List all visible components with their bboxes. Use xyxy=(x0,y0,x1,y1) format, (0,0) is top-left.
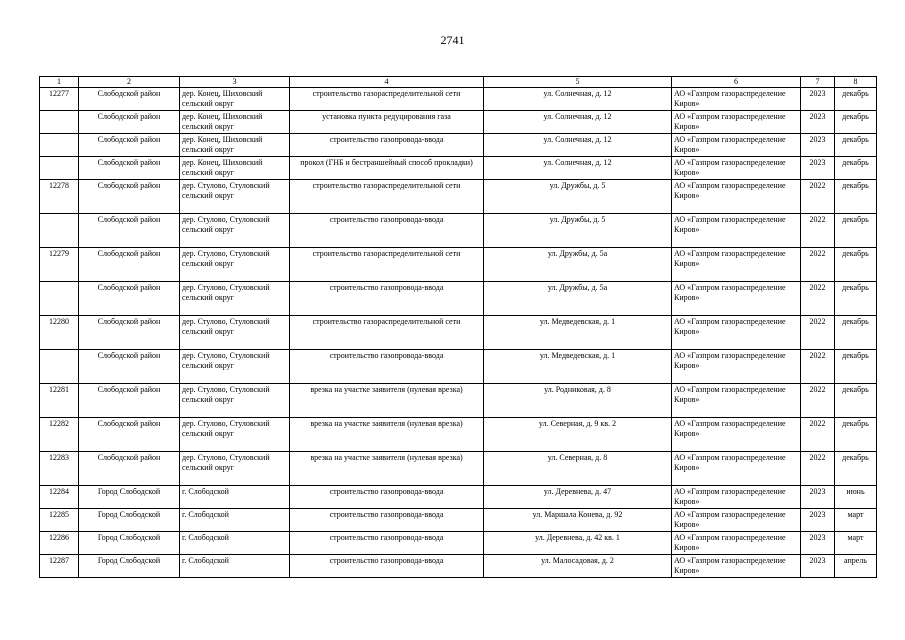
year-cell: 2023 xyxy=(801,111,835,134)
settlement-cell: дер. Конец, Шиховский сельский округ xyxy=(180,134,290,157)
organization-cell: АО «Газпром газораспределение Киров» xyxy=(672,418,801,452)
district-cell: Слободской район xyxy=(79,384,180,418)
district-cell: Город Слободской xyxy=(79,509,180,532)
address-cell: ул. Медведевская, д. 1 xyxy=(484,316,672,350)
address-cell: ул. Дружбы, д. 5а xyxy=(484,248,672,282)
table-row xyxy=(40,486,877,509)
month-cell: декабрь xyxy=(835,452,877,486)
address-cell: ул. Медведевская, д. 1 xyxy=(484,350,672,384)
settlement-cell: дер. Конец, Шиховский сельский округ xyxy=(180,111,290,134)
settlement-cell: дер. Стулово, Стуловский сельский округ xyxy=(180,350,290,384)
row-number-cell xyxy=(40,134,79,157)
address-cell: ул. Дружбы, д. 5а xyxy=(484,282,672,316)
organization-cell: АО «Газпром газораспределение Киров» xyxy=(672,134,801,157)
address-cell: ул. Родниковая, д. 8 xyxy=(484,384,672,418)
organization-cell: АО «Газпром газораспределение Киров» xyxy=(672,350,801,384)
table-row xyxy=(40,316,877,350)
settlement-cell: дер. Конец, Шиховский сельский округ xyxy=(180,88,290,111)
work-type-cell: строительство газопровода-ввода xyxy=(290,350,484,384)
organization-cell: АО «Газпром газораспределение Киров» xyxy=(672,384,801,418)
table-row xyxy=(40,111,877,134)
month-cell: март xyxy=(835,532,877,555)
address-cell: ул. Северная, д. 8 xyxy=(484,452,672,486)
organization-cell: АО «Газпром газораспределение Киров» xyxy=(672,316,801,350)
row-number-cell: 12278 xyxy=(40,180,79,214)
settlement-cell: дер. Стулово, Стуловский сельский округ xyxy=(180,248,290,282)
row-number-cell xyxy=(40,157,79,180)
row-number-cell: 12285 xyxy=(40,509,79,532)
row-number-cell xyxy=(40,111,79,134)
year-cell: 2023 xyxy=(801,157,835,180)
table-row xyxy=(40,88,877,111)
month-cell: июнь xyxy=(835,486,877,509)
settlement-cell: дер. Стулово, Стуловский сельский округ xyxy=(180,418,290,452)
address-cell: ул. Деревнева, д. 47 xyxy=(484,486,672,509)
address-cell: ул. Малосадовая, д. 2 xyxy=(484,555,672,578)
organization-cell: АО «Газпром газораспределение Киров» xyxy=(672,214,801,248)
year-cell: 2022 xyxy=(801,452,835,486)
address-cell: ул. Дружбы, д. 5 xyxy=(484,180,672,214)
column-header: 7 xyxy=(801,77,835,88)
table-row xyxy=(40,509,877,532)
district-cell: Слободской район xyxy=(79,282,180,316)
district-cell: Слободской район xyxy=(79,157,180,180)
row-number-cell: 12281 xyxy=(40,384,79,418)
table-body xyxy=(40,88,877,578)
table-row xyxy=(40,180,877,214)
district-cell: Слободской район xyxy=(79,248,180,282)
column-header: 1 xyxy=(40,77,79,88)
organization-cell: АО «Газпром газораспределение Киров» xyxy=(672,282,801,316)
district-cell: Слободской район xyxy=(79,180,180,214)
address-cell: ул. Дружбы, д. 5 xyxy=(484,214,672,248)
month-cell: декабрь xyxy=(835,418,877,452)
year-cell: 2023 xyxy=(801,509,835,532)
row-number-cell xyxy=(40,214,79,248)
page-number: 2741 xyxy=(440,33,465,47)
district-cell: Слободской район xyxy=(79,134,180,157)
year-cell: 2022 xyxy=(801,418,835,452)
address-cell: ул. Маршала Конева, д. 92 xyxy=(484,509,672,532)
work-type-cell: строительство газопровода-ввода xyxy=(290,486,484,509)
year-cell: 2022 xyxy=(801,384,835,418)
gasification-table xyxy=(39,76,877,578)
month-cell: декабрь xyxy=(835,282,877,316)
row-number-cell: 12279 xyxy=(40,248,79,282)
month-cell: декабрь xyxy=(835,384,877,418)
address-cell: ул. Деревнева, д. 42 кв. 1 xyxy=(484,532,672,555)
month-cell: март xyxy=(835,509,877,532)
settlement-cell: г. Слободской xyxy=(180,486,290,509)
organization-cell: АО «Газпром газораспределение Киров» xyxy=(672,452,801,486)
month-cell: декабрь xyxy=(835,248,877,282)
organization-cell: АО «Газпром газораспределение Киров» xyxy=(672,111,801,134)
organization-cell: АО «Газпром газораспределение Киров» xyxy=(672,532,801,555)
settlement-cell: г. Слободской xyxy=(180,555,290,578)
column-header: 5 xyxy=(484,77,672,88)
month-cell: декабрь xyxy=(835,350,877,384)
work-type-cell: строительство газораспределительной сети xyxy=(290,88,484,111)
organization-cell: АО «Газпром газораспределение Киров» xyxy=(672,88,801,111)
month-cell: декабрь xyxy=(835,111,877,134)
address-cell: ул. Солнечная, д. 12 xyxy=(484,134,672,157)
settlement-cell: г. Слободской xyxy=(180,509,290,532)
column-header: 6 xyxy=(672,77,801,88)
organization-cell: АО «Газпром газораспределение Киров» xyxy=(672,486,801,509)
address-cell: ул. Солнечная, д. 12 xyxy=(484,88,672,111)
work-type-cell: строительство газопровода-ввода xyxy=(290,214,484,248)
year-cell: 2022 xyxy=(801,316,835,350)
row-number-cell: 12283 xyxy=(40,452,79,486)
organization-cell: АО «Газпром газораспределение Киров» xyxy=(672,157,801,180)
row-number-cell: 12282 xyxy=(40,418,79,452)
district-cell: Город Слободской xyxy=(79,532,180,555)
settlement-cell: г. Слободской xyxy=(180,532,290,555)
row-number-cell: 12286 xyxy=(40,532,79,555)
work-type-cell: строительство газораспределительной сети xyxy=(290,180,484,214)
column-header: 2 xyxy=(79,77,180,88)
month-cell: декабрь xyxy=(835,157,877,180)
work-type-cell: врезка на участке заявителя (нулевая врезка) xyxy=(290,384,484,418)
district-cell: Слободской район xyxy=(79,350,180,384)
year-cell: 2022 xyxy=(801,214,835,248)
table-row xyxy=(40,555,877,578)
row-number-cell: 12277 xyxy=(40,88,79,111)
row-number-cell: 12280 xyxy=(40,316,79,350)
table-row xyxy=(40,350,877,384)
month-cell: декабрь xyxy=(835,180,877,214)
month-cell: декабрь xyxy=(835,88,877,111)
organization-cell: АО «Газпром газораспределение Киров» xyxy=(672,248,801,282)
header-row xyxy=(40,77,877,88)
work-type-cell: прокол (ГНБ и бестраншейный способ прокладки) xyxy=(290,157,484,180)
month-cell: декабрь xyxy=(835,134,877,157)
settlement-cell: дер. Стулово, Стуловский сельский округ xyxy=(180,316,290,350)
table-row xyxy=(40,157,877,180)
settlement-cell: дер. Конец, Шиховский сельский округ xyxy=(180,157,290,180)
address-cell: ул. Солнечная, д. 12 xyxy=(484,111,672,134)
year-cell: 2022 xyxy=(801,248,835,282)
year-cell: 2023 xyxy=(801,88,835,111)
work-type-cell: строительство газопровода-ввода xyxy=(290,282,484,316)
district-cell: Слободской район xyxy=(79,452,180,486)
organization-cell: АО «Газпром газораспределение Киров» xyxy=(672,180,801,214)
district-cell: Слободской район xyxy=(79,88,180,111)
year-cell: 2023 xyxy=(801,486,835,509)
settlement-cell: дер. Стулово, Стуловский сельский округ xyxy=(180,214,290,248)
row-number-cell: 12287 xyxy=(40,555,79,578)
work-type-cell: строительство газопровода-ввода xyxy=(290,532,484,555)
row-number-cell xyxy=(40,350,79,384)
district-cell: Слободской район xyxy=(79,316,180,350)
district-cell: Слободской район xyxy=(79,214,180,248)
table-row xyxy=(40,134,877,157)
settlement-cell: дер. Стулово, Стуловский сельский округ xyxy=(180,180,290,214)
column-header: 3 xyxy=(180,77,290,88)
address-cell: ул. Солнечная, д. 12 xyxy=(484,157,672,180)
table-row xyxy=(40,384,877,418)
year-cell: 2023 xyxy=(801,134,835,157)
year-cell: 2022 xyxy=(801,282,835,316)
table-row xyxy=(40,248,877,282)
table-row xyxy=(40,418,877,452)
work-type-cell: строительство газопровода-ввода xyxy=(290,509,484,532)
month-cell: декабрь xyxy=(835,214,877,248)
settlement-cell: дер. Стулово, Стуловский сельский округ xyxy=(180,452,290,486)
work-type-cell: строительство газораспределительной сети xyxy=(290,248,484,282)
district-cell: Слободской район xyxy=(79,111,180,134)
column-header: 8 xyxy=(835,77,877,88)
organization-cell: АО «Газпром газораспределение Киров» xyxy=(672,555,801,578)
table-row xyxy=(40,282,877,316)
year-cell: 2022 xyxy=(801,180,835,214)
work-type-cell: врезка на участке заявителя (нулевая врезка) xyxy=(290,452,484,486)
year-cell: 2022 xyxy=(801,350,835,384)
address-cell: ул. Северная, д. 9 кв. 2 xyxy=(484,418,672,452)
table-row xyxy=(40,214,877,248)
table-row xyxy=(40,452,877,486)
district-cell: Город Слободской xyxy=(79,486,180,509)
work-type-cell: строительство газопровода-ввода xyxy=(290,134,484,157)
work-type-cell: строительство газораспределительной сети xyxy=(290,316,484,350)
work-type-cell: строительство газопровода-ввода xyxy=(290,555,484,578)
work-type-cell: установка пункта редуцирования газа xyxy=(290,111,484,134)
year-cell: 2023 xyxy=(801,555,835,578)
district-cell: Город Слободской xyxy=(79,555,180,578)
table-row xyxy=(40,532,877,555)
month-cell: декабрь xyxy=(835,316,877,350)
row-number-cell xyxy=(40,282,79,316)
year-cell: 2023 xyxy=(801,532,835,555)
district-cell: Слободской район xyxy=(79,418,180,452)
organization-cell: АО «Газпром газораспределение Киров» xyxy=(672,509,801,532)
settlement-cell: дер. Стулово, Стуловский сельский округ xyxy=(180,282,290,316)
work-type-cell: врезка на участке заявителя (нулевая врезка) xyxy=(290,418,484,452)
row-number-cell: 12284 xyxy=(40,486,79,509)
column-header: 4 xyxy=(290,77,484,88)
settlement-cell: дер. Стулово, Стуловский сельский округ xyxy=(180,384,290,418)
month-cell: апрель xyxy=(835,555,877,578)
